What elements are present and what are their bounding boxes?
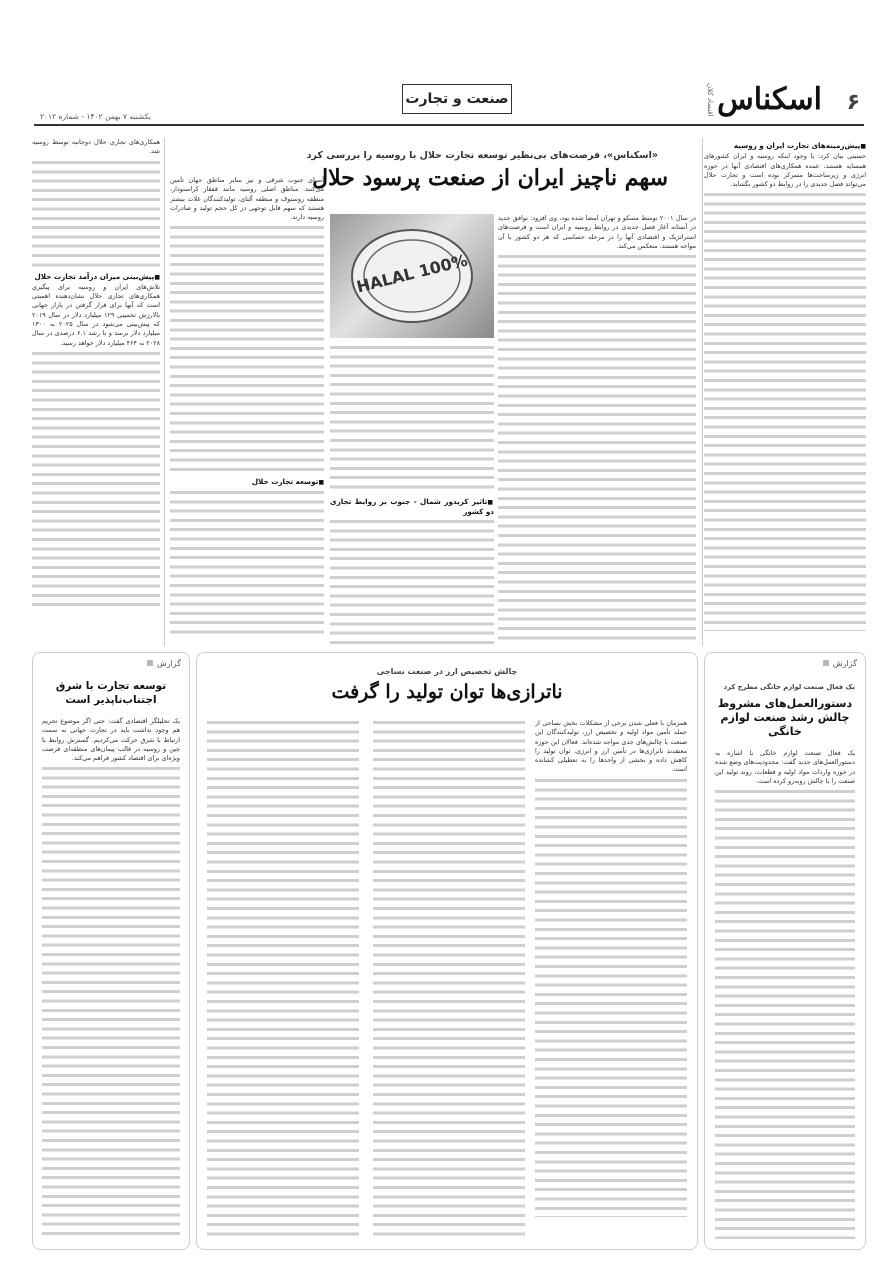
article-col3-paragraph: در سال ۲۰۰۱ توسط مسکو و تهران امضا شده بود، وی افزود: توافق جدید در آستانه آغاز فصل جدیدی در روابط روسیه و ایران است و فرصت‌های استراتژیک و اقتصادی آنها را در مرحله حساسی که هر دو کشور با آن مواجه هستند، منعکس می‌کند. <box>498 214 696 250</box>
article-col2-text-lines-top <box>330 344 494 494</box>
column-rule <box>164 138 165 646</box>
article-col1-paragraph: آسیای جنوب شرقی و نیز سایر مناطق جهان تأمین می‌کنند. مناطق اصلی روسیه مانند قفقاز کراسنودار، منطقه روستوف و منطقه آلتای، تولیدکنندگان غلات بیشتر هستند که سهم قابل توجهی در کل حجم تولید و صادرات روسیه دارند. <box>170 176 324 222</box>
left-column-paragraph: تلاش‌های ایران و روسیه برای پیگیری همکاری‌های تجاری حلال نشان‌دهنده اهمیتی است که آنها برای قرار گرفتن در بازار جهانی بالارزش تخمینی ۱۲۹ میلیارد دلار در سال ۲۰۱۹ که پیش‌بینی می‌شود در سال ۲۰۲۵ به ۱۳۰۰ میلیارد دلار برسد و با رشد ۶.۱ درصدی در سال ۲۰۲۸ به ۴۶۴ میلیارد دلار خواهد رسید. <box>32 282 160 347</box>
report-kicker: یک فعال صنعت لوازم خانگی مطرح کرد <box>723 683 855 691</box>
report-box-textile <box>196 652 698 1250</box>
report-title: دستورالعمل‌های مشروط چالش رشد صنعت لوازم خانگی <box>717 697 853 738</box>
section-title-box <box>402 84 512 114</box>
article-col3-text-lines <box>498 253 696 643</box>
report-column-3 <box>535 719 687 1239</box>
report-title: ناترازی‌ها توان تولید را گرفت <box>331 681 563 703</box>
subhead-revenue-forecast: ■ پیش‌بینی میزان درآمد تجارت حلال <box>32 272 160 282</box>
article-column-3 <box>498 214 696 646</box>
report-body-lead: یک تحلیلگر اقتصادی گفت: حتی اگر موضوع تحریم هم وجود نداشت باید در تجارت جهانی به سمت ارتباط با شرق حرکت می‌کردیم. گسترش روابط با چین و روسیه در قالب پیمان‌های منطقه‌ای فرصت ویژه‌ای برای اقتصاد کشور فراهم می‌کند. <box>42 717 180 763</box>
report-body-lead: یک فعال صنعت لوازم خانگی با اشاره به دستورالعمل‌های جدید گفت: محدودیت‌های وضع شده در حوزه واردات مواد اولیه و قطعات، روند تولید این صنعت را با چالش روبه‌رو کرده است. <box>715 749 855 785</box>
report-tag: گزارش <box>147 659 181 668</box>
report-body <box>715 749 855 1239</box>
lead-kicker: «اسکناس»، فرصت‌های بی‌نظیر توسعه تجارت حلال با روسیه را بررسی کرد <box>306 150 658 161</box>
report-box-home-appliances <box>704 652 866 1250</box>
report-box-east-trade <box>32 652 190 1250</box>
report-col1-text-lines <box>207 719 359 1239</box>
report-tag: گزارش <box>823 659 857 668</box>
right-column <box>704 138 866 646</box>
report-title: توسعه تجارت با شرق اجتناب‌ناپذیر است <box>55 680 167 706</box>
report-column-1 <box>207 719 359 1239</box>
article-column-2 <box>330 344 494 646</box>
section-title: صنعت و تجارت <box>405 91 509 107</box>
right-column-paragraph: حسینی بیان کرد: با وجود اینکه روسیه و ایران کشورهای همسایه هستند، عمده همکاری‌های اقتصادی آنها در حوزه انرژی و زیرساخت‌ها متمرکز بوده است و تجارت حلال می‌تواند فصل جدیدی را در روابط دو کشور بگشاید. <box>704 152 866 189</box>
subhead-north-south-corridor: ■ تاثیر کریدور شمال - جنوب بر روابط تجاری دو کشور <box>330 497 494 517</box>
report-body <box>42 717 180 1239</box>
report-body-lead: همزمان با فعلی شدن برخی از مشکلات بخش نساجی از جمله تأمین مواد اولیه و تخصیص ارز، تولیدکنندگان این صنعت با چالش‌های جدی مواجه شده‌اند. فعالان این حوزه معتقدند ناترازی‌ها در تأمین ارز و انرژی، توان تولید را کاهش داده و بخشی از واحدها را به تعطیلی کشانده است. <box>535 719 687 774</box>
article-column-1 <box>170 176 324 646</box>
article-col1-text-lines-top <box>170 224 324 474</box>
header-rule <box>34 124 864 126</box>
report-body-text-lines <box>715 788 855 1239</box>
halal-stamp-text: 100% HALAL <box>354 250 470 297</box>
subhead-halal-trade-development: ■ توسعه تجارت حلال <box>170 477 324 487</box>
page-header <box>34 78 864 126</box>
right-column-text-lines <box>704 191 866 631</box>
halal-photo <box>330 214 494 338</box>
report-kicker: چالش تخصیص ارز در صنعت نساجی <box>376 667 518 676</box>
logo-tagline: اقتصاد کلان <box>706 82 715 117</box>
report-col2-text-lines <box>373 719 525 1239</box>
column-rule <box>702 138 703 646</box>
left-column-intro: همکاری‌های تجاری حلال دوجانبه توسط روسیه شد. <box>32 138 160 156</box>
logo <box>706 82 822 117</box>
left-column-text-lines-bottom <box>32 350 160 610</box>
subhead-trade-background: ■ پیش‌زمینه‌های تجارت ایران و روسیه <box>704 141 866 151</box>
page-number: ۶ <box>846 90 860 115</box>
report-col3-text-lines <box>535 777 687 1217</box>
left-column-text-lines-top <box>32 159 160 269</box>
article-col1-text-lines-bottom <box>170 489 324 639</box>
left-column <box>32 138 160 646</box>
article-col2-text-lines-bottom <box>330 518 494 646</box>
logo-text: اسکناس <box>717 82 822 117</box>
lead-title: سهم ناچیز ایران از صنعت پرسود حلال <box>312 165 668 191</box>
report-body-text-lines <box>42 765 180 1235</box>
date-line: یکشنبه ۷ بهمن ۱۴۰۲ - شماره ۲۰۱۲ <box>40 112 151 121</box>
report-column-2 <box>373 719 525 1239</box>
